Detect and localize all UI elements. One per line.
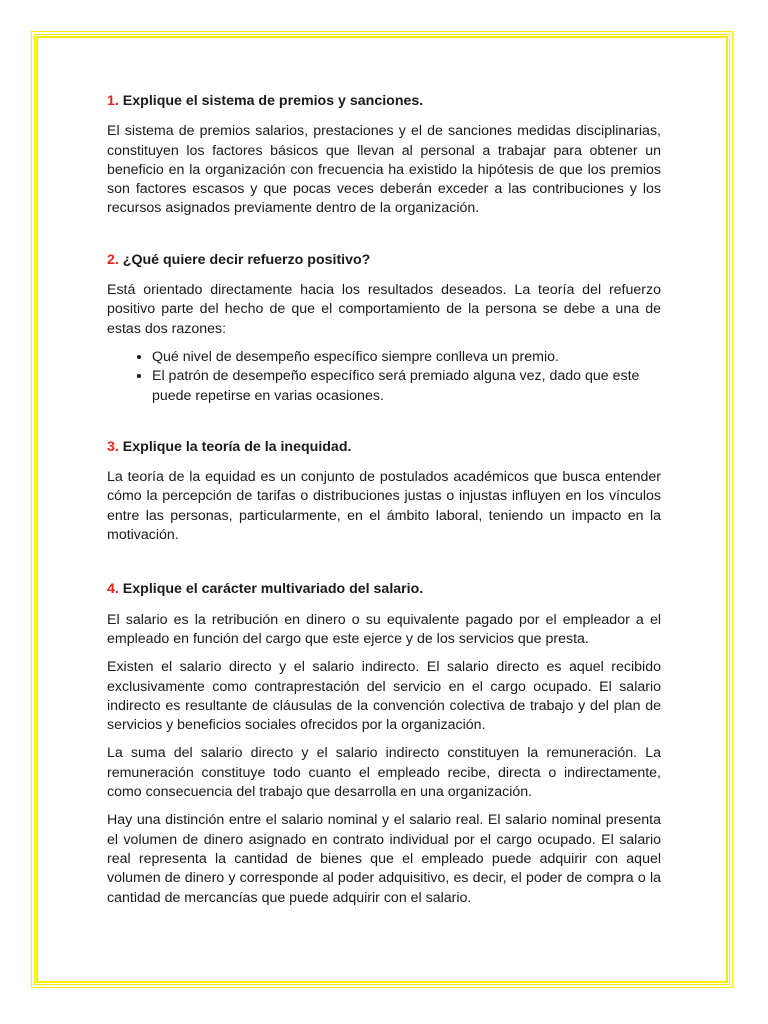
answer-paragraph: La teoría de la equidad es un conjunto de postulados académicos que busca entender cómo la percepción de tarifas o distribuciones justas o injustas influyen en los vínculos entre las personas, particularmente, en el ámbito laboral, teniendo un impacto en la motivación. (107, 469, 661, 544)
bullet-item: • El patrón de desempeño específico será premiado alguna vez, dado que este puede repetirse en varias ocasiones. (152, 367, 661, 406)
answer-paragraph: Existen el salario directo y el salario indirecto. El salario directo es aquel recibido exclusivamente como contraprestación del servicio en el cargo ocupado. El salario indirecto es resultante de cláusulas de la convención colectiva de trabajo y del plan de servicios y beneficios sociales ofrecidos por la organización. (107, 659, 661, 734)
answer-paragraph: Está orientado directamente hacia los resultados deseados. La teoría del refuerzo positivo parte del hecho de que el comportamiento de la persona se debe a una de estas dos razones: (107, 282, 661, 337)
section-3 (107, 438, 661, 545)
section-2 (107, 251, 661, 406)
question-heading (107, 92, 661, 111)
section-1 (107, 92, 661, 219)
question-number: 2. (107, 251, 119, 268)
answer-paragraph: La suma del salario directo y el salario indirecto constituyen la remuneración. La remuneración constituye todo cuanto el empleado recibe, directa o indirectamente, como consecuencia del trabajo que desarrolla en una organización. (107, 745, 661, 801)
section-4 (107, 580, 661, 907)
question-text: Explique el sistema de premios y sanciones. (122, 93, 424, 109)
question-heading (107, 251, 661, 270)
answer-paragraph: Hay una distinción entre el salario nominal y el salario real. El salario nominal presenta el volumen de dinero asignado en contrato individual por el cargo ocupado. El salario real representa la cantidad de bienes que el empleado puede adquirir con aquel volumen de dinero y corresponde al poder adquisitivo, es decir, el poder de compra o la cantidad de mercancías que puede adquirir con el salario. (107, 812, 661, 906)
question-heading (107, 580, 661, 599)
bullet-item: • Qué nivel de desempeño específico siempre conlleva un premio. (152, 348, 661, 367)
question-text: ¿Qué quiere decir refuerzo positivo? (122, 251, 371, 268)
question-number: 3. (107, 438, 119, 455)
question-number: 4. (107, 581, 119, 598)
question-text: Explique el carácter multivariado del salario. (122, 581, 424, 598)
question-heading (107, 438, 661, 457)
question-text: Explique la teoría de la inequidad. (122, 438, 352, 455)
bullet-list (107, 348, 661, 406)
question-number: 1. (107, 93, 119, 109)
answer-paragraph: El sistema de premios salarios, prestaciones y el de sanciones medidas disciplinarias, constituyen los factores básicos que llevan al personal a trabajar para obtener un beneficio en la organización con frecuencia ha existido la hipótesis de que los premios son factores escasos y que pocas veces deberán exceder a las contribuciones y los recursos asignados previamente dentro de la organización. (107, 123, 661, 217)
answer-paragraph: El salario es la retribución en dinero o su equivalente pagado por el empleador a el empleado en función del cargo que este ejerce y de los servicios que presta. (107, 611, 661, 647)
document-content (107, 92, 661, 917)
